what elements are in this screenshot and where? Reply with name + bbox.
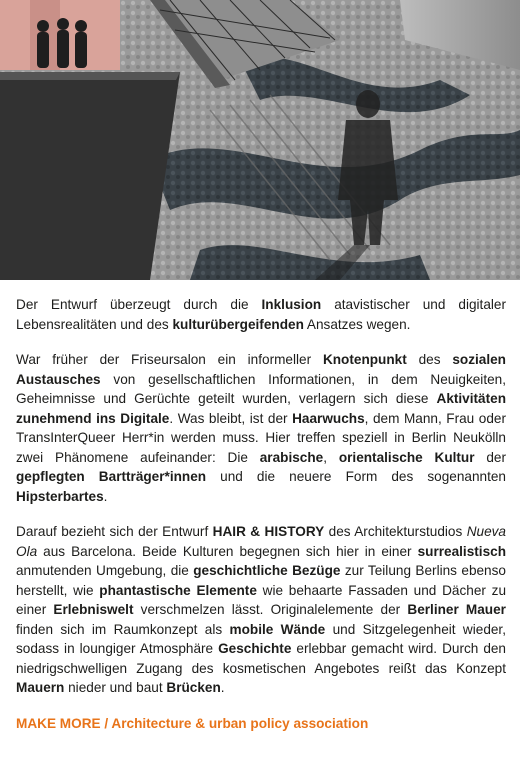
emphasis-text: surrealistisch: [417, 543, 506, 559]
body-text: aus Barcelona. Beide Kulturen begegnen sich hier in einer: [37, 543, 418, 559]
body-text: Ansatzes wegen.: [303, 316, 411, 332]
paragraph-context: [16, 350, 506, 506]
body-text: des: [406, 352, 453, 367]
emphasis-text: kulturübergeifenden: [172, 316, 304, 332]
emphasis-text: Hipsterbartes: [16, 488, 104, 504]
emphasis-text: Berliner Mauer: [407, 602, 506, 617]
body-text: finden sich im Raumkonzept als: [16, 621, 230, 637]
emphasis-text: Erlebniswelt: [53, 602, 134, 617]
emphasis-text: Knotenpunkt: [322, 352, 407, 367]
emphasis-text: arabische: [259, 449, 324, 465]
emphasis-text: gepflegten Bartträger*innen: [16, 469, 207, 484]
body-text: , dem Mann, Frau oder TransInterQueer Herr*in werden muss. Hier treffen speziell in Berlin Neukölln zwei Phänomene aufeinander: Die: [16, 410, 506, 465]
body-text: und die neuere Form des sogenannten: [206, 469, 506, 484]
emphasis-text: Aktivitäten zunehmend ins Digitale: [16, 391, 506, 426]
body-text: Darauf bezieht sich der Entwurf: [16, 524, 213, 539]
body-text: . Was bleibt, ist der: [169, 410, 293, 426]
emphasis-text: Haarwuchs: [292, 410, 365, 426]
body-text: erlebbar gemacht wird. Durch den niedrigschwelligen Zugang des kosmetischen Angebotes reißt das Konzept: [16, 641, 506, 676]
body-text: atavistischer und digitaler Lebensrealitäten und des: [16, 297, 506, 332]
architecture-render: [0, 0, 520, 280]
emphasis-text: sozialen Austausches: [16, 352, 506, 387]
hero-illustration: [0, 0, 520, 280]
article-body: [16, 295, 506, 733]
body-text: War früher der Friseursalon ein informeller: [16, 352, 323, 367]
body-text: nieder und baut: [64, 680, 167, 695]
emphasis-text: phantastische Elemente: [99, 582, 257, 598]
emphasis-text: geschichtliche Bezüge: [193, 563, 341, 578]
emphasis-text: Inklusion: [261, 297, 322, 312]
emphasis-text: Brücken: [166, 680, 221, 695]
footer-association-credit: MAKE MORE / Architecture & urban policy association: [16, 715, 369, 731]
emphasis-text: HAIR & HISTORY: [212, 524, 325, 539]
emphasis-text: mobile Wände: [229, 621, 326, 637]
body-text: und Sitzgelegenheit wieder, sodass in loungiger Atmosphäre: [16, 621, 506, 656]
body-text: ,: [323, 449, 339, 465]
silhouette-group-icon: [37, 18, 87, 68]
emphasis-text: Mauern: [16, 680, 65, 695]
body-text: anmutenden Umgebung, die: [16, 563, 194, 578]
body-text: von gesellschaftlichen Informationen, in dem Neuigkeiten, Geheimnisse und Gerüchte geteilt wurden, verlagern sich diese: [16, 371, 506, 406]
body-text: verschmelzen lässt. Originalelemente der: [133, 602, 408, 617]
body-text: .: [103, 488, 108, 504]
emphasis-text: Geschichte: [218, 641, 292, 656]
body-text: Der Entwurf überzeugt durch die: [16, 297, 262, 312]
body-text: der: [474, 449, 506, 465]
body-text: zur Teilung Berlins ebenso herstellt, wie: [16, 563, 506, 598]
body-text: wie behaarte Fassaden und Dächer zu einer: [16, 582, 507, 617]
italic-text: Nueva Ola: [16, 524, 506, 559]
emphasis-text: orientalische Kultur: [338, 449, 475, 465]
body-text: des Architekturstudios: [324, 524, 467, 539]
body-text: .: [220, 680, 225, 695]
paragraph-intro: [16, 295, 506, 334]
paragraph-design: [16, 522, 506, 698]
